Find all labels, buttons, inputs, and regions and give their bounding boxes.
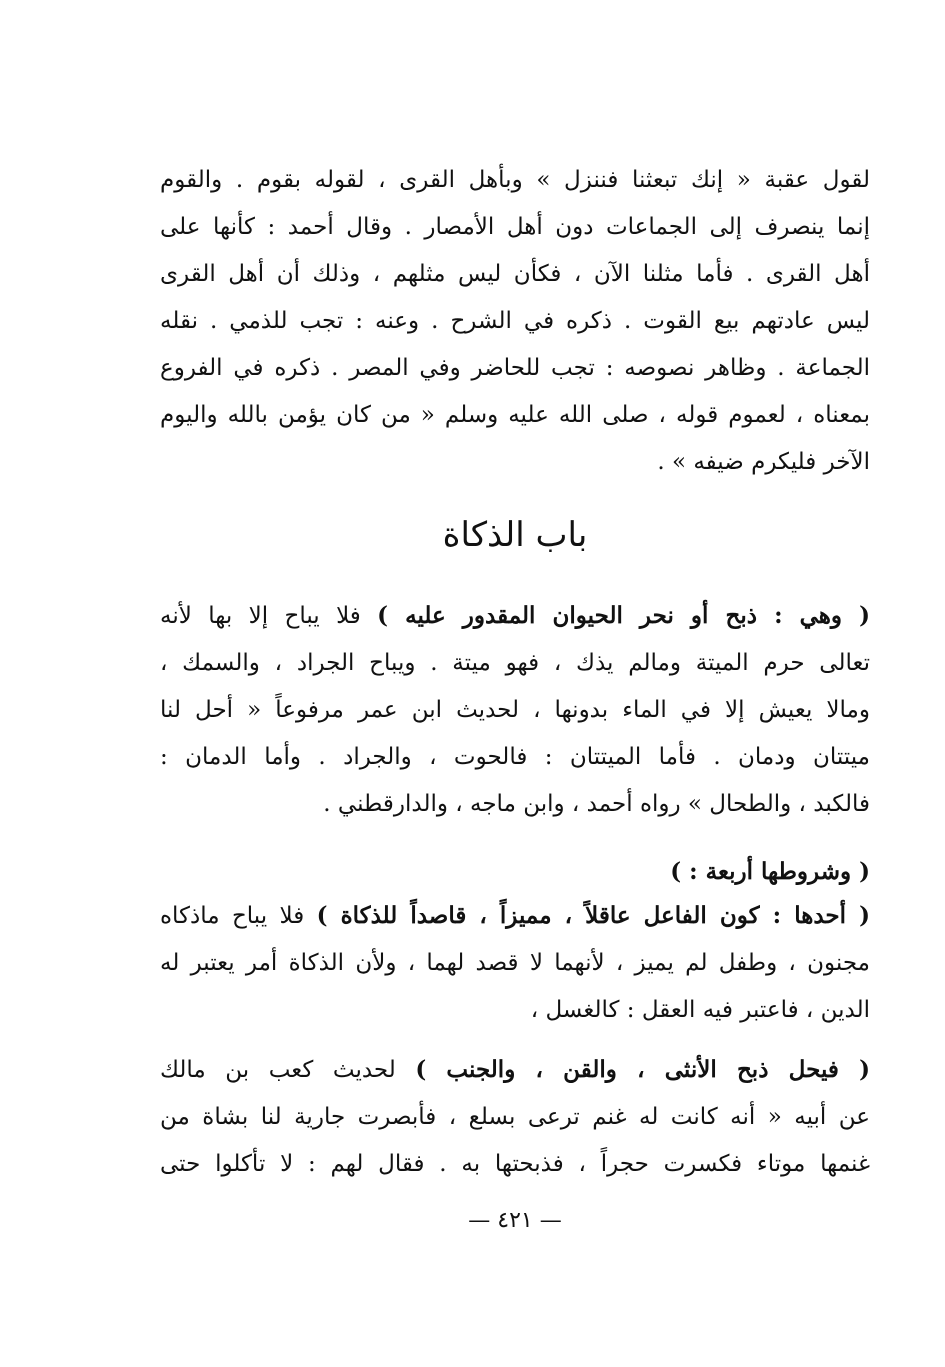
text-span: لحديث كعب بن مالك — [160, 1057, 416, 1083]
text-line: الجماعة . وظاهر نصوصه : تجب للحاضر وفي المصر . ذكره في الفروع — [160, 355, 870, 381]
text-line: إنما ينصرف إلى الجماعات دون أهل الأمصار . وقال أحمد : كأنها على — [160, 214, 870, 240]
text-line: أهل القرى . فأما مثلنا الآن ، فكأن ليس مثلهم ، وذلك أن أهل القرى — [160, 261, 870, 287]
text-span: فلا يباح ماذكاه — [160, 903, 317, 929]
text-line: الدين ، فاعتبر فيه العقل : كالغسل ، — [530, 997, 870, 1023]
text-line: عن أبيه « أنه كانت له غنم ترعى بسلع ، فأبصرت جارية لنا بشاة من — [160, 1104, 870, 1130]
text-line: فالكبد ، والطحال » رواه أحمد ، وابن ماجه ، والدارقطني . — [323, 791, 870, 817]
page-number: — ٤٢١ — — [468, 1208, 562, 1233]
text-line: تعالى حرم الميتة ومالم يذك ، فهو ميتة . ويباح الجراد ، والسمك ، — [160, 650, 870, 676]
bold-phrase: ( وهي : ذبح أو نحر الحيوان المقدور عليه ) — [377, 602, 870, 629]
text-line: غنمها موتاء فكسرت حجراً ، فذبحتها به . فقال لهم : لا تأكلوا حتى — [160, 1151, 870, 1177]
text-line: ميتتان ودمان . فأما الميتتان : فالحوت ، والجراد . وأما الدمان : — [160, 744, 870, 770]
text-line — [160, 852, 870, 896]
bold-phrase: ( أحدها : كون الفاعل عاقلاً ، مميزاً ، قاصداً للذكاة ) — [316, 902, 870, 929]
bold-phrase: ( وشروطها أربعة : ) — [670, 858, 870, 885]
text-line — [160, 896, 870, 940]
text-span: فلا يباح إلا بها لأنه — [160, 603, 378, 629]
chapter-heading: باب الذكاة — [442, 515, 588, 555]
text-line: مجنون ، وطفل لم يميز ، لأنهما لا قصد لهما ، ولأن الذكاة أمر يعتبر له — [160, 950, 870, 976]
text-line — [160, 1050, 870, 1094]
bold-phrase: ( فيحل ذبح الأنثى ، والقن ، والجنب ) — [415, 1056, 870, 1083]
text-line: ومالا يعيش إلا في الماء بدونها ، لحديث ابن عمر مرفوعاً « أحل لنا — [160, 697, 870, 723]
text-line: ليس عادتهم بيع القوت . ذكره في الشرح . وعنه : تجب للذمي . نقله — [160, 308, 870, 334]
text-line: الآخر فليكرم ضيفه » . — [657, 449, 870, 475]
text-line: بمعناه ، لعموم قوله ، صلى الله عليه وسلم « من كان يؤمن بالله واليوم — [160, 402, 870, 428]
text-line: لقول عقبة « إنك تبعثنا فننزل » وبأهل القرى ، لقوله بقوم . والقوم — [160, 167, 870, 193]
text-line — [160, 596, 870, 640]
